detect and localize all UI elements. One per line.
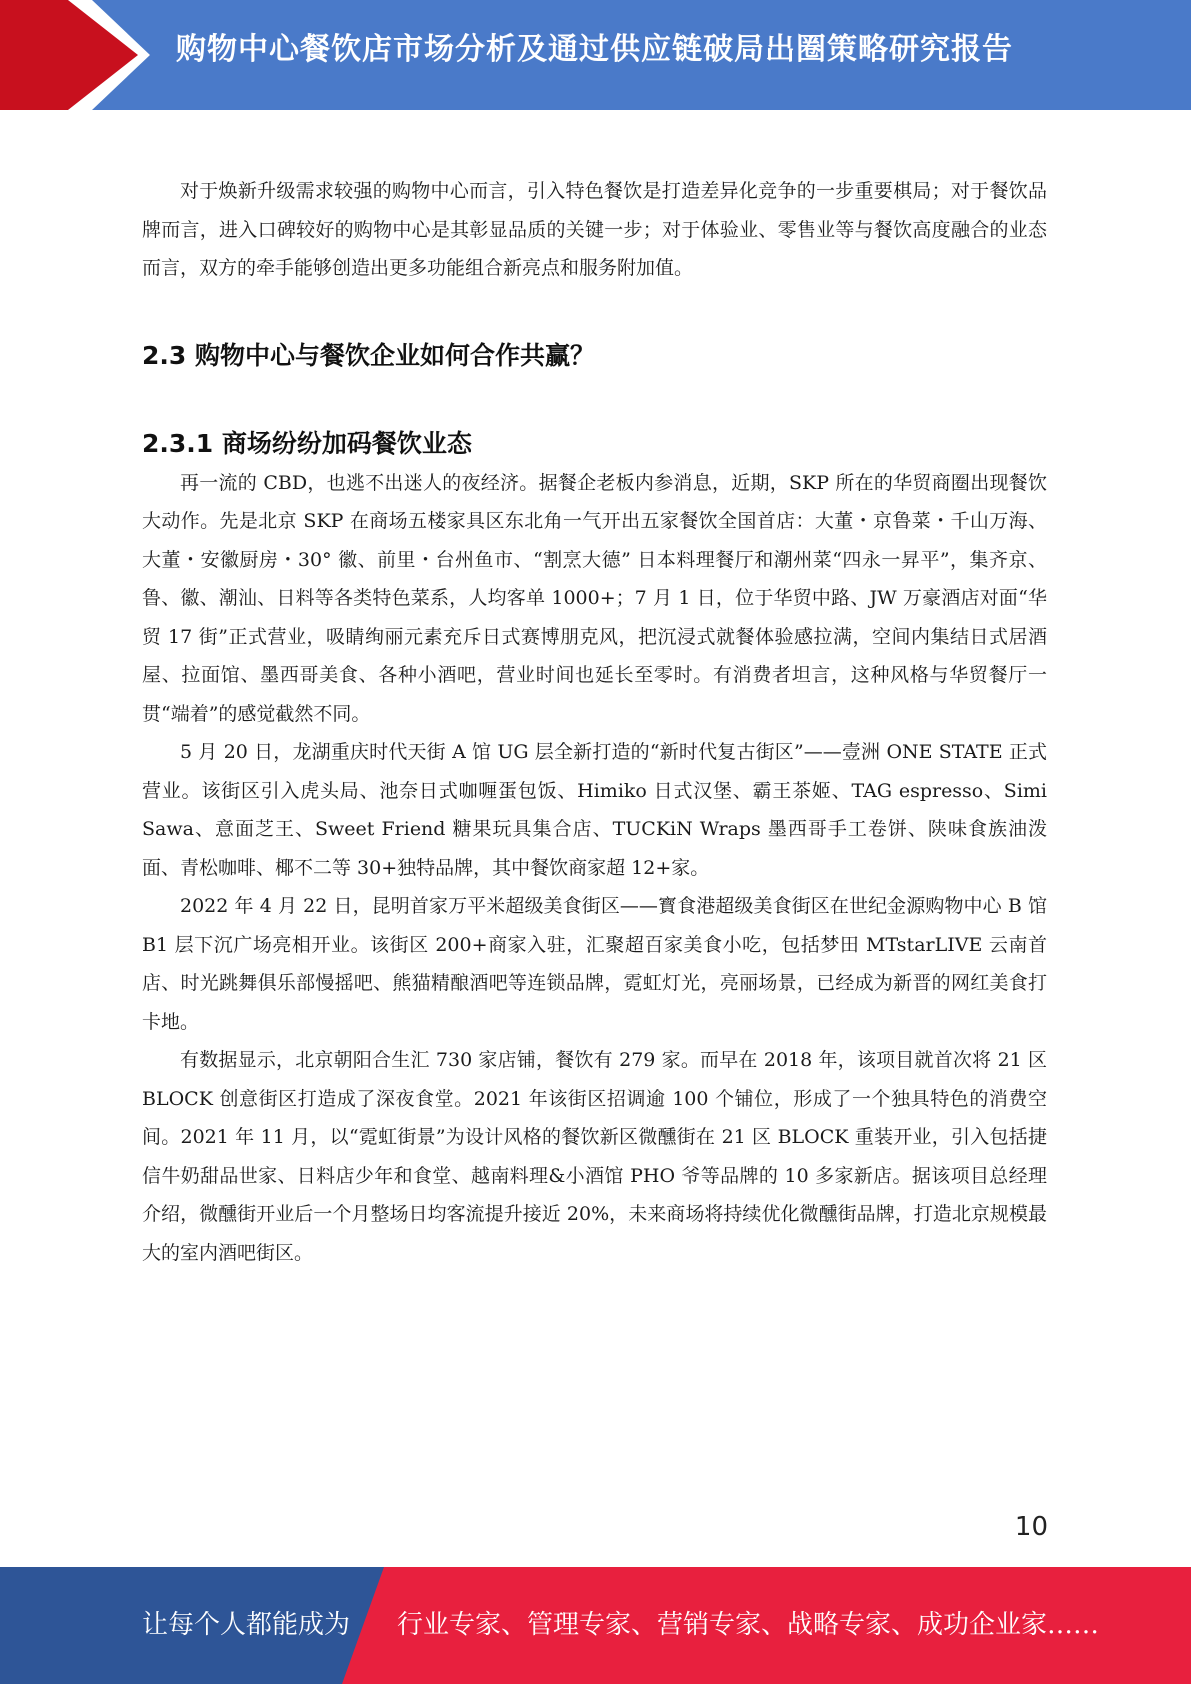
document-body: [142, 172, 1047, 1272]
page-header: [0, 0, 1191, 110]
footer-slogan-right: 行业专家、管理专家、营销专家、战略专家、成功企业家……: [397, 1610, 1100, 1640]
paragraph-hesheng: 有数据显示，北京朝阳合生汇 730 家店铺，餐饮有 279 家。而早在 2018 年，该项目就首次将 21 区 BLOCK 创意街区打造成了深夜食堂。2021 年该街区招调逾 100 个铺位，形成了一个独具特色的消费空间。2021 年 11 月，以“霓虹街景”为设计风格的餐饮新区微醺街在 21 区 BLOCK 重装开业，引入包括捷信牛奶甜品世家、日料店少年和食堂、越南料理&小酒馆 PHO 爷等品牌的 10 多家新店。据该项目总经理介绍，微醺街开业后一个月整场日均客流提升接近 20%，未来商场将持续优化微醺街品牌，打造北京规模最大的室内酒吧街区。: [142, 1049, 1047, 1264]
page-number: 10: [1014, 1512, 1048, 1542]
intro-paragraph: 对于焕新升级需求较强的购物中心而言，引入特色餐饮是打造差异化竞争的一步重要棋局；对于餐饮品牌而言，进入口碑较好的购物中心是其彰显品质的关键一步；对于体验业、零售业等与餐饮高度融合的业态而言，双方的牵手能够创造出更多功能组合新亮点和服务附加值。: [142, 180, 1047, 279]
subsection-heading: 2.3.1 商场纷纷加码餐饮业态: [142, 428, 472, 458]
section-heading: 2.3 购物中心与餐饮企业如何合作共赢？: [142, 340, 595, 370]
paragraph-kunming: 2022 年 4 月 22 日，昆明首家万平米超级美食街区——寳食港超级美食街区在世纪金源购物中心 B 馆 B1 层下沉广场亮相开业。该街区 200+商家入驻，汇聚超百家美食小吃，包括梦田 MTstarLIVE 云南首店、时光跳舞俱乐部慢摇吧、熊猫精酿酒吧等连锁品牌，霓虹灯光，亮丽场景，已经成为新晋的网红美食打卡地。: [142, 895, 1047, 1033]
paragraph-skp: 再一流的 CBD，也逃不出迷人的夜经济。据餐企老板内参消息，近期，SKP 所在的华贸商圈出现餐饮大动作。先是北京 SKP 在商场五楼家具区东北角一气开出五家餐饮全国首店：大董・京鲁菜・千山万海、大董・安徽厨房・30° 徽、前里・台州鱼市、“割烹大德” 日本料理餐厅和潮州菜“四永一昇平”，集齐京、鲁、徽、潮汕、日料等各类特色菜系，人均客单 1000+；7 月 1 日，位于华贸中路、JW 万豪酒店对面“华贸 17 街”正式营业，吸睛绚丽元素充斥日式赛博朋克风，把沉浸式就餐体验感拉满，空间内集结日式居酒屋、拉面馆、墨西哥美食、各种小酒吧，营业时间也延长至零时。有消费者坦言，这种风格与华贸餐厅一贯“端着”的感觉截然不同。: [142, 471, 1047, 725]
paragraph-longhu: 5 月 20 日，龙湖重庆时代天街 A 馆 UG 层全新打造的“新时代复古街区”——壹洲 ONE STATE 正式营业。该街区引入虎头局、池奈日式咖喱蛋包饭、Himiko 日式汉堡、霸王茶姬、TAG espresso、Simi Sawa、意面芝王、Sweet Friend 糖果玩具集合店、TUCKiN Wraps 墨西哥手工卷饼、陕味食族油泼面、青松咖啡、椰不二等 30+独特品牌，其中餐饮商家超 12+家。: [142, 741, 1047, 879]
footer-slogan-left: 让每个人都能成为: [142, 1610, 351, 1640]
page-footer: [0, 1567, 1191, 1684]
report-title: 购物中心餐饮店市场分析及通过供应链破局出圈策略研究报告: [176, 32, 1013, 67]
